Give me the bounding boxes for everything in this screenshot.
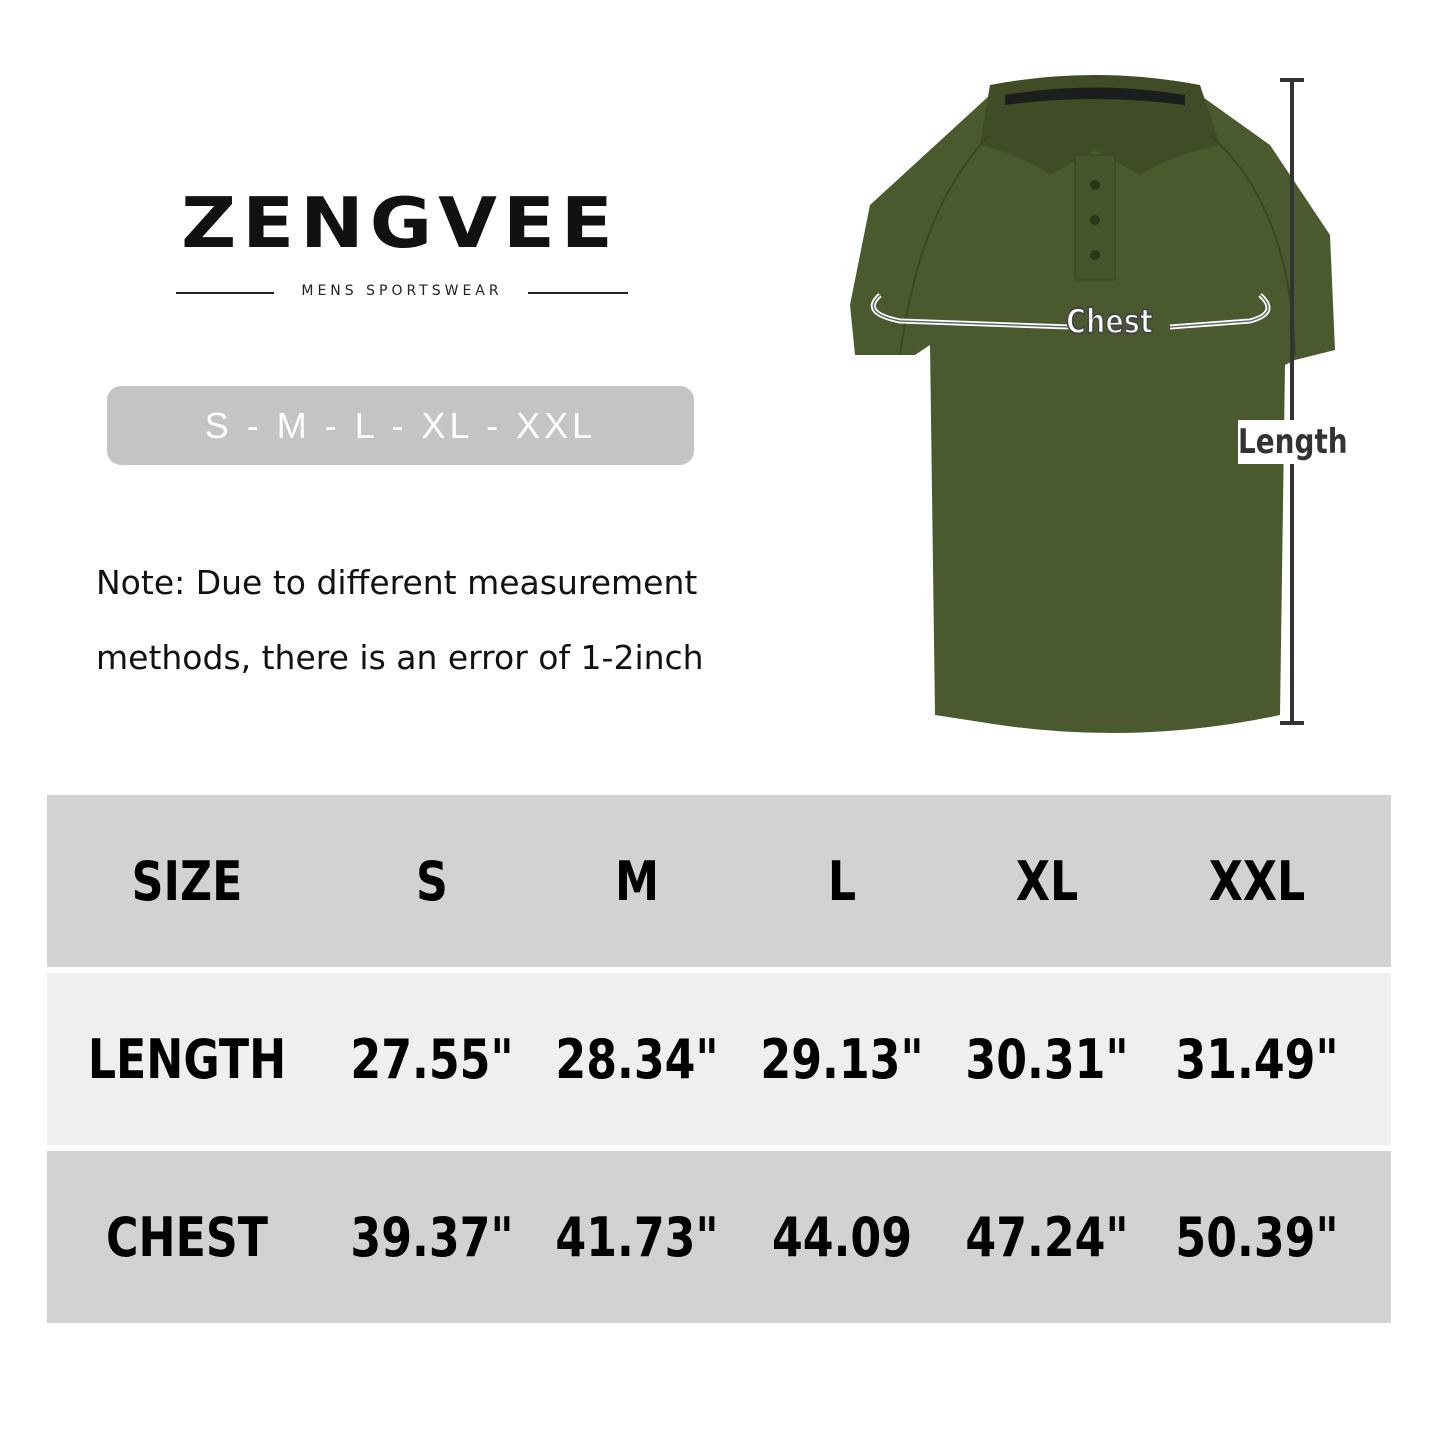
table-cell: 27.55" bbox=[350, 1027, 514, 1091]
divider-line bbox=[528, 292, 628, 294]
row-label-length: LENGTH bbox=[87, 1027, 287, 1091]
chest-label: Chest bbox=[1066, 302, 1153, 342]
brand-name: ZENGVEE bbox=[181, 181, 619, 264]
header-size: SIZE bbox=[131, 849, 243, 913]
sizes-banner: S - M - L - XL - XXL bbox=[107, 386, 694, 465]
row-label-chest: CHEST bbox=[106, 1205, 268, 1269]
measurement-note bbox=[96, 545, 796, 695]
table-cell: 39.37" bbox=[350, 1205, 514, 1269]
table-header-row bbox=[47, 795, 1391, 967]
brand-tagline: MENS SPORTSWEAR bbox=[301, 283, 503, 299]
header-m: M bbox=[614, 849, 660, 913]
length-label: Length bbox=[1238, 422, 1348, 462]
polo-shirt-image bbox=[840, 55, 1350, 755]
table-row-chest bbox=[47, 1151, 1391, 1323]
header-xxl: XXL bbox=[1208, 849, 1306, 913]
header-xl: XL bbox=[1015, 849, 1079, 913]
table-cell: 41.73" bbox=[555, 1205, 719, 1269]
note-line-1: Note: Due to different measurement bbox=[96, 563, 698, 602]
brand-tagline-row bbox=[176, 283, 628, 303]
brand-logo bbox=[150, 181, 650, 264]
table-cell: 47.24" bbox=[965, 1205, 1129, 1269]
table-cell: 31.49" bbox=[1175, 1027, 1339, 1091]
table-cell: 44.09 bbox=[771, 1205, 913, 1269]
table-cell: 28.34" bbox=[555, 1027, 719, 1091]
table-cell: 30.31" bbox=[965, 1027, 1129, 1091]
header-s: S bbox=[416, 849, 448, 913]
table-cell: 29.13" bbox=[760, 1027, 924, 1091]
header-l: L bbox=[827, 849, 857, 913]
table-cell: 50.39" bbox=[1175, 1205, 1339, 1269]
size-chart-table bbox=[47, 795, 1391, 1329]
note-line-2: methods, there is an error of 1-2inch bbox=[96, 638, 704, 677]
table-row-length bbox=[47, 973, 1391, 1145]
